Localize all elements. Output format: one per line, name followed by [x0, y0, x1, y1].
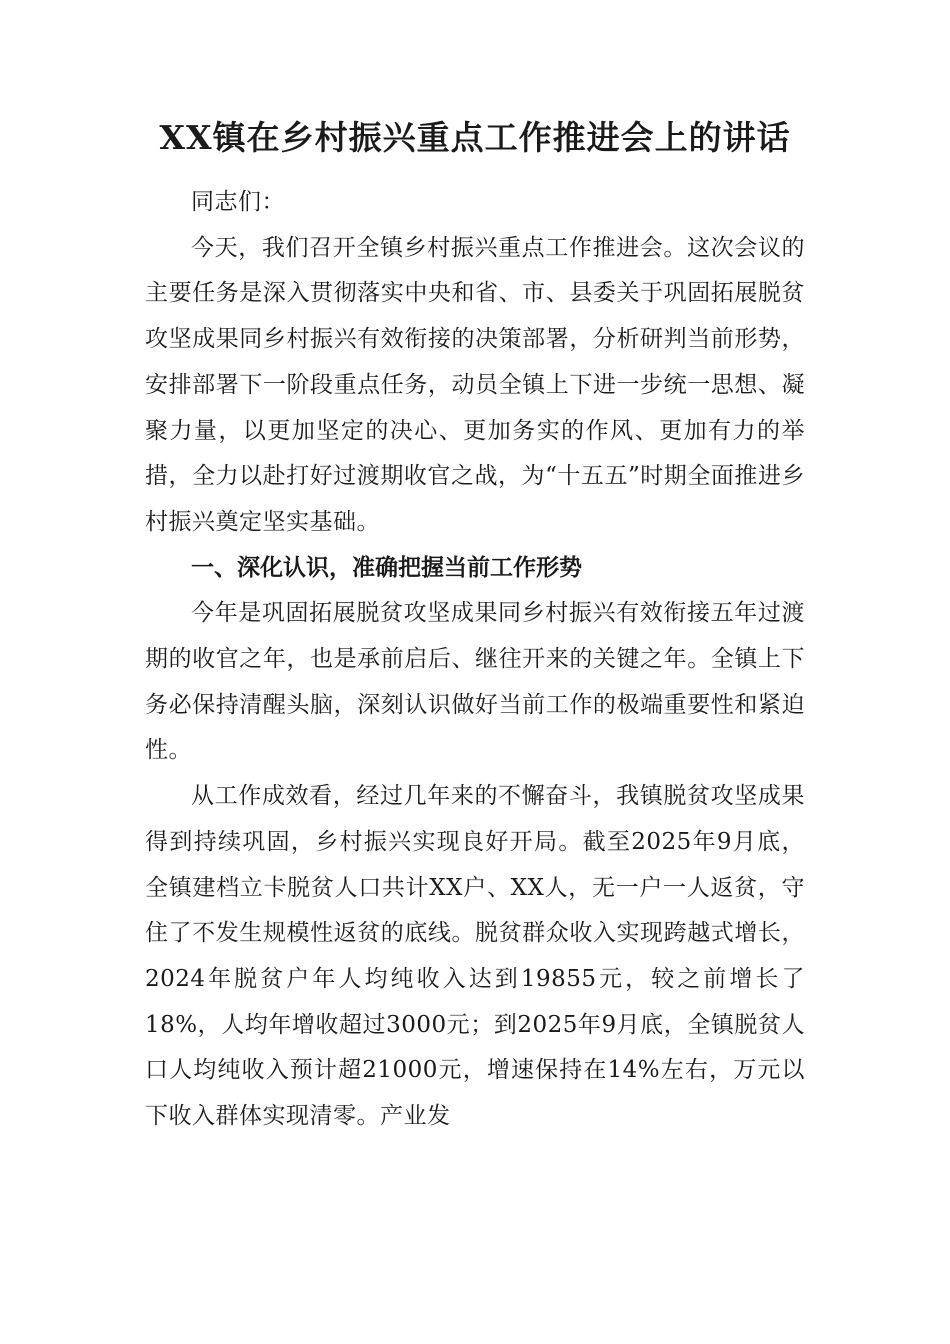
section1-paragraph-2: 从工作成效看，经过几年来的不懈奋斗，我镇脱贫攻坚成果得到持续巩固，乡村振兴实现良好开局。截至2025年9月底，全镇建档立卡脱贫人口共计XX户、XX人，无一户一人返贫，守住了不发生规模性返贫的底线。脱贫群众收入实现跨越式增长，2024年脱贫户年人均纯收入达到19855元，较之前增长了18%，人均年增收超过3000元；到2025年9月底，全镇脱贫人口人均纯收入预计超21000元，增速保持在14%左右，万元以下收入群体实现清零。产业发	[145, 783, 805, 1130]
document-title: XX镇在乡村振兴重点工作推进会上的讲话	[159, 118, 791, 157]
document-body	[145, 180, 805, 1140]
section1-paragraph-1: 今年是巩固拓展脱贫攻坚成果同乡村振兴有效衔接五年过渡期的收官之年，也是承前启后、继往开来的关键之年。全镇上下务必保持清醒头脑，深刻认识做好当前工作的极端重要性和紧迫性。	[145, 600, 805, 764]
salutation: 同志们：	[191, 189, 285, 215]
section-heading-1: 一、深化认识，准确把握当前工作形势	[191, 554, 582, 581]
intro-paragraph: 今天，我们召开全镇乡村振兴重点工作推进会。这次会议的主要任务是深入贯彻落实中央和省、市、县委关于巩固拓展脱贫攻坚成果同乡村振兴有效衔接的决策部署，分析研判当前形势，安排部署下一阶段重点任务，动员全镇上下进一步统一思想、凝聚力量，以更加坚定的决心、更加务实的作风、更加有力的举措，全力以赴打好过渡期收官之战，为“十五五”时期全面推进乡村振兴奠定坚实基础。	[145, 234, 805, 535]
